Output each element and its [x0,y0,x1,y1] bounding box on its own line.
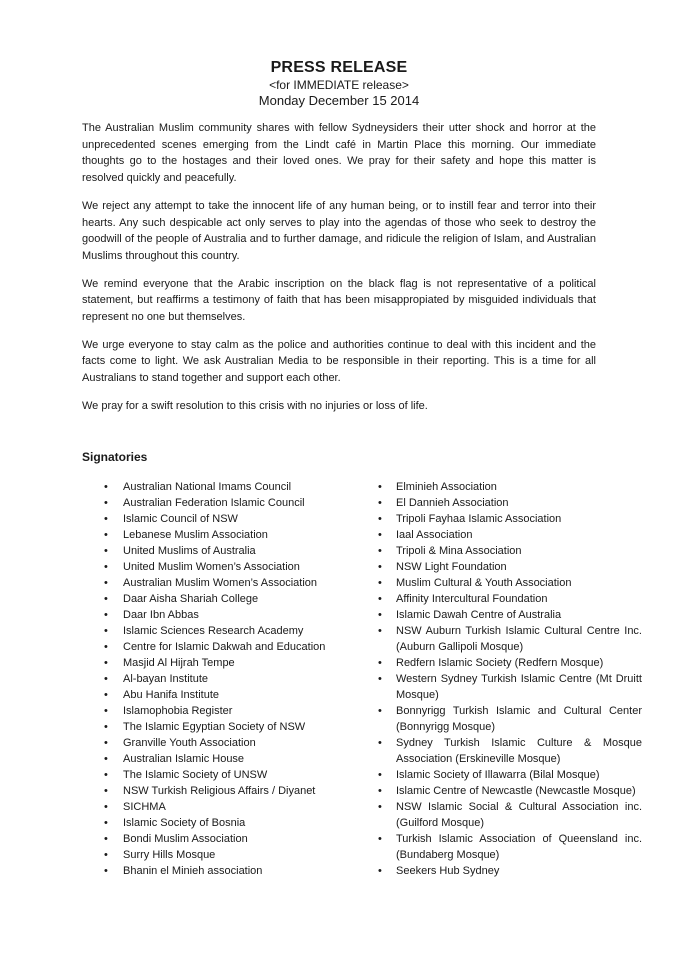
signatory-item [82,607,372,623]
signatory-item [82,687,372,703]
release-subtitle: <for IMMEDIATE release> [269,78,409,92]
page-title: PRESS RELEASE [270,59,408,76]
paragraph: We reject any attempt to take the innocent life of any human being, or to instill fear and terror into their hearts. Any such despicable act only serves to play into the agendas of those who seek to destroy the goodwill of the people of Australia and to further damage, and ridicule the religion of Islam, and Australian Muslims throughout this country. [82,199,596,262]
signatory-name: Islamic Society of Bosnia [123,816,246,829]
signatory-item [82,511,372,527]
signatory-item [372,511,642,527]
signatories-right-column [372,479,642,879]
signatory-name: Islamic Council of NSW [123,512,238,525]
signatory-name: Islamic Society of Illawarra (Bilal Mosque) [396,768,600,781]
signatory-name: Islamic Sciences Research Academy [123,624,304,637]
signatory-item [372,863,642,879]
bullet-icon: • [378,704,382,717]
signatory-name: Bondi Muslim Association [123,832,248,845]
paragraph: The Australian Muslim community shares with fellow Sydneysiders their utter shock and horror at the unprecedented scenes emerging from the Lindt café in Martin Place this morning. Our immediate thoughts go to the hostages and their loved ones. We pray for their safety and hope this matter is resolved quickly and peacefully. [82,122,596,185]
signatory-name: United Muslim Women’s Association [123,560,300,573]
bullet-icon: • [104,624,108,637]
bullet-icon: • [104,672,108,685]
signatory-item [372,623,642,655]
signatory-name: Tripoli Fayhaa Islamic Association [396,512,562,525]
bullet-icon: • [104,848,108,861]
signatory-item [372,495,642,511]
signatory-item [372,831,642,863]
signatory-name: Redfern Islamic Society (Redfern Mosque) [396,656,604,669]
bullet-icon: • [104,640,108,653]
signatory-item [82,575,372,591]
signatory-item [82,559,372,575]
bullet-icon: • [378,768,382,781]
signatory-item [82,735,372,751]
signatory-item [82,639,372,655]
signatory-item [82,831,372,847]
signatory-name: NSW Islamic Social & Cultural Association inc. (Guilford Mosque) [396,800,642,829]
body-text [82,120,596,415]
bullet-icon: • [378,528,382,541]
bullet-icon: • [104,768,108,781]
bullet-icon: • [104,544,108,557]
signatory-name: Centre for Islamic Dakwah and Education [123,640,326,653]
release-date: Monday December 15 2014 [258,93,420,108]
bullet-icon: • [378,864,382,877]
signatory-name: Elminieh Association [396,480,497,493]
paragraph: We pray for a swift resolution to this crisis with no injuries or loss of life. [82,399,428,412]
bullet-icon: • [378,560,382,573]
bullet-icon: • [104,528,108,541]
signatory-name: Australian Islamic House [123,752,245,765]
signatory-item [372,543,642,559]
signatory-item [82,863,372,879]
bullet-icon: • [378,496,382,509]
signatory-name: Australian National Imams Council [123,480,292,493]
signatory-name: Al-bayan Institute [123,672,208,685]
signatory-item [372,783,642,799]
bullet-icon: • [378,512,382,525]
signatory-item [372,655,642,671]
signatory-name: Western Sydney Turkish Islamic Centre (Mt Druitt Mosque) [396,672,642,701]
paragraph: We urge everyone to stay calm as the police and authorities continue to deal with this incident and the facts come to light. We ask Australian Media to be responsible in their reporting. This is a time for all Australians to stand together and support each other. [82,338,596,385]
bullet-icon: • [378,832,382,845]
signatory-name: Abu Hanifa Institute [123,688,220,701]
bullet-icon: • [104,736,108,749]
bullet-icon: • [104,592,108,605]
signatory-name: Surry Hills Mosque [123,848,216,861]
bullet-icon: • [104,512,108,525]
signatory-name: El Dannieh Association [396,496,509,509]
signatory-item [372,559,642,575]
signatory-name: NSW Light Foundation [396,560,507,573]
signatory-name: NSW Auburn Turkish Islamic Cultural Centre Inc. (Auburn Gallipoli Mosque) [396,624,642,653]
bullet-icon: • [104,704,108,717]
signatory-name: Tripoli & Mina Association [396,544,522,557]
signatory-item [372,703,642,735]
bullet-icon: • [378,480,382,493]
signatory-item [82,655,372,671]
signatory-name: Sydney Turkish Islamic Culture & Mosque Association (Erskineville Mosque) [396,736,642,765]
signatory-item [372,767,642,783]
signatory-item [82,751,372,767]
bullet-icon: • [104,720,108,733]
signatory-item [82,703,372,719]
signatory-name: Affinity Intercultural Foundation [396,592,548,605]
bullet-icon: • [104,576,108,589]
signatory-item [82,767,372,783]
bullet-icon: • [378,608,382,621]
signatory-name: The Islamic Society of UNSW [123,768,268,781]
signatory-name: Islamic Centre of Newcastle (Newcastle Mosque) [396,784,636,797]
signatory-item [372,735,642,767]
bullet-icon: • [378,672,382,685]
signatory-name: Turkish Islamic Association of Queensland inc. (Bundaberg Mosque) [396,832,642,861]
bullet-icon: • [104,832,108,845]
bullet-icon: • [104,560,108,573]
bullet-icon: • [104,608,108,621]
bullet-icon: • [104,496,108,509]
signatory-item [82,799,372,815]
signatory-name: United Muslims of Australia [123,544,256,557]
signatory-item [372,479,642,495]
signatory-name: Bonnyrigg Turkish Islamic and Cultural Center (Bonnyrigg Mosque) [396,704,642,733]
signatory-item [82,495,372,511]
signatory-item [82,479,372,495]
paragraph: We remind everyone that the Arabic inscription on the black flag is not representative of a political statement, but reaffirms a testimony of faith that has been misappropiated by misguided individuals that represent no one but themselves. [82,277,596,324]
bullet-icon: • [378,800,382,813]
signatory-name: Bhanin el Minieh association [123,864,263,877]
bullet-icon: • [378,784,382,797]
signatory-item [82,815,372,831]
bullet-icon: • [378,656,382,669]
bullet-icon: • [104,784,108,797]
signatory-name: Islamic Dawah Centre of Australia [396,608,562,621]
bullet-icon: • [378,592,382,605]
signatory-name: Iaal Association [396,528,473,541]
signatory-name: Seekers Hub Sydney [396,864,500,877]
bullet-icon: • [104,864,108,877]
signatory-name: Daar Ibn Abbas [123,608,199,621]
signatory-name: Muslim Cultural & Youth Association [396,576,572,589]
bullet-icon: • [378,624,382,637]
signatory-item [372,527,642,543]
signatories-list-right [372,479,642,879]
bullet-icon: • [378,544,382,557]
signatory-item [372,575,642,591]
signatories-left-column [82,479,372,879]
signatories-heading: Signatories [82,449,148,464]
header [82,58,596,109]
signatory-item [372,607,642,623]
signatory-item [82,623,372,639]
signatory-name: Australian Federation Islamic Council [123,496,305,509]
signatory-name: SICHMA [123,800,166,813]
bullet-icon: • [104,800,108,813]
signatories-list-left [82,479,372,879]
bullet-icon: • [104,656,108,669]
bullet-icon: • [378,736,382,749]
signatory-item [82,719,372,735]
signatory-name: Granville Youth Association [123,736,256,749]
signatory-item [82,783,372,799]
signatory-item [372,591,642,607]
bullet-icon: • [104,752,108,765]
signatory-name: Daar Aisha Shariah College [123,592,259,605]
signatory-item [372,671,642,703]
signatory-name: Masjid Al Hijrah Tempe [123,656,235,669]
bullet-icon: • [104,816,108,829]
signatory-name: Islamophobia Register [123,704,233,717]
signatory-item [82,591,372,607]
signatory-name: Australian Muslim Women’s Association [123,576,318,589]
bullet-icon: • [378,576,382,589]
signatory-name: Lebanese Muslim Association [123,528,268,541]
signatory-name: NSW Turkish Religious Affairs / Diyanet [123,784,316,797]
bullet-icon: • [104,480,108,493]
signatory-item [82,543,372,559]
signatory-item [82,847,372,863]
signatory-item [82,527,372,543]
signatory-name: The Islamic Egyptian Society of NSW [123,720,306,733]
signatory-item [372,799,642,831]
bullet-icon: • [104,688,108,701]
signatory-item [82,671,372,687]
